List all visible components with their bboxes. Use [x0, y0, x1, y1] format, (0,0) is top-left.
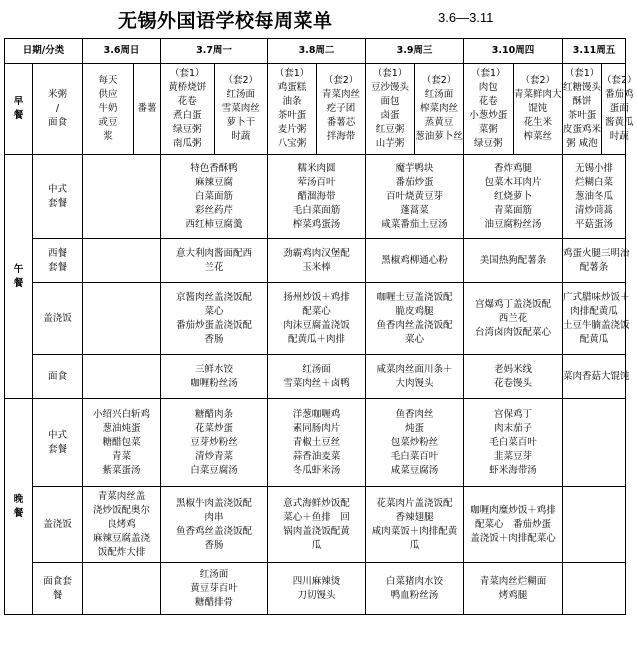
breakfast-tue — [268, 64, 366, 155]
lunch-chinese-row — [5, 155, 626, 239]
lunch-noodle-wed: 咸菜肉丝面川条＋ 大肉馒头 — [366, 355, 464, 399]
breakfast-wed — [366, 64, 464, 155]
header-day-fri: 3.11周五 — [563, 39, 626, 64]
lunch-rice-row — [5, 283, 626, 355]
meal-label-breakfast: 早餐 — [5, 64, 33, 155]
lunch-western-wed: 黑椒鸡柳通心粉 — [366, 239, 464, 283]
lunch-western-thu: 美国热狗配薯条 — [464, 239, 563, 283]
breakfast-row — [5, 64, 626, 155]
dinner-rice-wed: 花菜肉片盖浇饭配 香辣翅腿 咸肉菜饭＋肉排配黄 瓜 — [366, 487, 464, 563]
dinner-chinese-sun: 小绍兴白斩鸡 葱油炖蛋 糖醋包菜 青菜 紫菜蛋汤 — [83, 399, 161, 487]
breakfast-mon-set2: （套2） 红汤面 雪菜肉丝 萝卜干 时蔬 — [214, 64, 268, 154]
breakfast-category: 米粥 / 面食 — [33, 64, 83, 155]
header-day-sun: 3.6周日 — [83, 39, 161, 64]
dinner-chinese-category: 中式 套餐 — [33, 399, 83, 487]
header-day-tue: 3.8周二 — [268, 39, 366, 64]
breakfast-thu — [464, 64, 563, 155]
dinner-chinese-row — [5, 399, 626, 487]
header-day-mon: 3.7周一 — [161, 39, 268, 64]
breakfast-tue-set2: （套2） 青菜肉丝 疙子团 番薯芯 拌海带 — [316, 64, 365, 154]
dinner-rice-sun: 青菜肉丝盖 浇炒饭配奥尔 良烤鸡 麻辣豆腐盖浇 饭配炸大排 — [83, 487, 161, 563]
dinner-rice-tue: 意式海鲜炒饭配 菜心＋鱼排 回 锅肉盖浇饭配黄 瓜 — [268, 487, 366, 563]
dinner-rice-category: 盖浇饭 — [33, 487, 83, 563]
lunch-western-row — [5, 239, 626, 283]
breakfast-tue-set1: （套1） 鸡蛋糕 油条 茶叶蛋 麦片粥 八宝粥 — [274, 68, 310, 149]
breakfast-wed-set2: （套2） 红汤面 榨菜肉丝 蒸黄豆 葱油萝卜丝 — [414, 64, 463, 154]
header-day-wed: 3.9周三 — [366, 39, 464, 64]
dinner-noodle-thu: 青菜肉丝烂糊面 烤鸡腿 — [464, 563, 563, 615]
dinner-rice-mon: 黑椒牛肉盖浇饭配 肉串 鱼香鸡丝盖浇饭配 香肠 — [161, 487, 268, 563]
dinner-rice-fri — [563, 487, 626, 563]
dinner-noodle-fri — [563, 563, 626, 615]
lunch-noodle-tue: 红汤面 雪菜肉丝＋卤鸭 — [268, 355, 366, 399]
page-title: 无锡外国语学校每周菜单 — [118, 10, 333, 32]
lunch-western-category: 西餐 套餐 — [33, 239, 83, 283]
meal-label-dinner: 晚餐 — [5, 399, 33, 615]
lunch-noodle-row — [5, 355, 626, 399]
breakfast-sun-drink: 每天 供应 牛奶 或豆 浆 — [83, 64, 134, 155]
lunch-western-sun — [83, 239, 161, 283]
breakfast-thu-set2: （套2） 青菜鲜肉大 馄饨 花生米 榨菜丝 — [513, 64, 563, 154]
dinner-rice-thu: 咖喱肉糜炒饭＋鸡排 配菜心 番茄炒蛋 盖浇饭＋肉排配菜心 — [464, 487, 563, 563]
lunch-chinese-fri: 无锡小排 烂糊白菜 葱油冬瓜 清炒茼蒿 平菇蛋汤 — [563, 155, 626, 239]
dinner-chinese-tue: 洋葱咖喱鸡 素同肠肉片 青椒土豆丝 蒜香油麦菜 冬瓜虾米汤 — [268, 399, 366, 487]
dinner-noodle-tue: 四川麻辣烫 刀切馒头 — [268, 563, 366, 615]
dinner-chinese-wed: 鱼香肉丝 炖蛋 包菜炒粉丝 毛白菜百叶 咸菜豆腐汤 — [366, 399, 464, 487]
lunch-chinese-mon: 特色香酥鸭 麻辣豆腐 白菜面筋 彩丝药芹 西红柿豆腐羹 — [161, 155, 268, 239]
header-row — [5, 39, 626, 64]
lunch-rice-category: 盖浇饭 — [33, 283, 83, 355]
breakfast-wed-set1: （套1） 豆沙馒头 面包 卤蛋 红豆粥 山芋粥 — [371, 68, 410, 149]
lunch-rice-sun — [83, 283, 161, 355]
header-day-thu: 3.10周四 — [464, 39, 563, 64]
page-header — [0, 0, 630, 38]
lunch-noodle-mon: 三鲜水饺 咖喱粉丝汤 — [161, 355, 268, 399]
lunch-chinese-sun — [83, 155, 161, 239]
breakfast-fri — [563, 64, 637, 155]
dinner-noodle-row — [5, 563, 626, 615]
lunch-rice-fri: 广式腊味炒饭＋ 肉排配黄瓜 土豆牛腩盖浇饭 配黄瓜 — [563, 283, 626, 355]
dinner-chinese-thu: 宫保鸡丁 肉末茄子 毛白菜百叶 韭菜豆芽 虾米海带汤 — [464, 399, 563, 487]
dinner-rice-row — [5, 487, 626, 563]
lunch-noodle-category: 面食 — [33, 355, 83, 399]
lunch-noodle-fri: 菜肉香菇大馄饨 — [563, 355, 626, 399]
lunch-noodle-thu: 老妈米线 花卷馒头 — [464, 355, 563, 399]
breakfast-thu-set1: （套1） 肉包 花卷 小葱炒蛋 菜粥 绿豆粥 — [469, 68, 508, 149]
dinner-noodle-sun — [83, 563, 161, 615]
breakfast-fri-set1: （套1） 红糖馒头 酥饼 茶叶蛋 皮蛋鸡米 粥 咸泡 — [563, 68, 602, 149]
breakfast-mon-set1: （套1） 黄桥烧饼 花卷 煮白蛋 绿豆粥 南瓜粥 — [168, 68, 207, 149]
lunch-western-mon: 意大利肉酱面配西 兰花 — [161, 239, 268, 283]
dinner-chinese-mon: 糖醋肉条 花菜炒蛋 豆芽炒粉丝 清炒青菜 白菜豆腐汤 — [161, 399, 268, 487]
lunch-rice-mon: 京酱肉丝盖浇饭配 菜心 番茄炒蛋盖浇饭配 香肠 — [161, 283, 268, 355]
dinner-chinese-fri — [563, 399, 626, 487]
weekly-menu-table — [4, 38, 637, 615]
lunch-chinese-category: 中式 套餐 — [33, 155, 83, 239]
lunch-chinese-wed: 魔芋鸭块 番茄炒蛋 百叶烧黄豆芽 蓬蒿菜 咸菜番茄土豆汤 — [366, 155, 464, 239]
breakfast-fri-set2: （套2） 番茄鸡 蛋面 酱黄瓜 时蔬 — [601, 64, 637, 154]
dinner-noodle-category: 面食套 餐 — [33, 563, 83, 615]
lunch-rice-tue: 扬州炒饭＋鸡排 配菜心 肉沫豆腐盖浇饭 配黄瓜＋肉排 — [268, 283, 366, 355]
lunch-chinese-thu: 香炸鸡腿 包菜木耳肉片 红烧萝卜 青菜面筋 油豆腐粉丝汤 — [464, 155, 563, 239]
header-date-category: 日期/分类 — [5, 39, 83, 64]
date-range: 3.6—3.11 — [438, 10, 494, 25]
lunch-rice-thu: 宫爆鸡丁盖浇饭配 西兰花 台湾卤肉饭配菜心 — [464, 283, 563, 355]
lunch-noodle-sun — [83, 355, 161, 399]
breakfast-mon — [161, 64, 268, 155]
lunch-western-fri: 鸡蛋火腿三明治 配薯条 — [563, 239, 626, 283]
lunch-chinese-tue: 糯米肉圆 荤汤百叶 醋溜海带 毛白菜面筋 榨菜鸡蛋汤 — [268, 155, 366, 239]
dinner-noodle-wed: 白菜猪肉水饺 鸭血粉丝汤 — [366, 563, 464, 615]
breakfast-sun-item: 番薯 — [134, 64, 161, 155]
meal-label-lunch: 午餐 — [5, 155, 33, 399]
lunch-western-tue: 劲霸鸡肉汉堡配 玉米棒 — [268, 239, 366, 283]
lunch-rice-wed: 咖喱土豆盖浇饭配 脆皮鸡腿 鱼香肉丝盖浇饭配 菜心 — [366, 283, 464, 355]
dinner-noodle-mon: 红汤面 黄豆芽百叶 糖醋排骨 — [161, 563, 268, 615]
